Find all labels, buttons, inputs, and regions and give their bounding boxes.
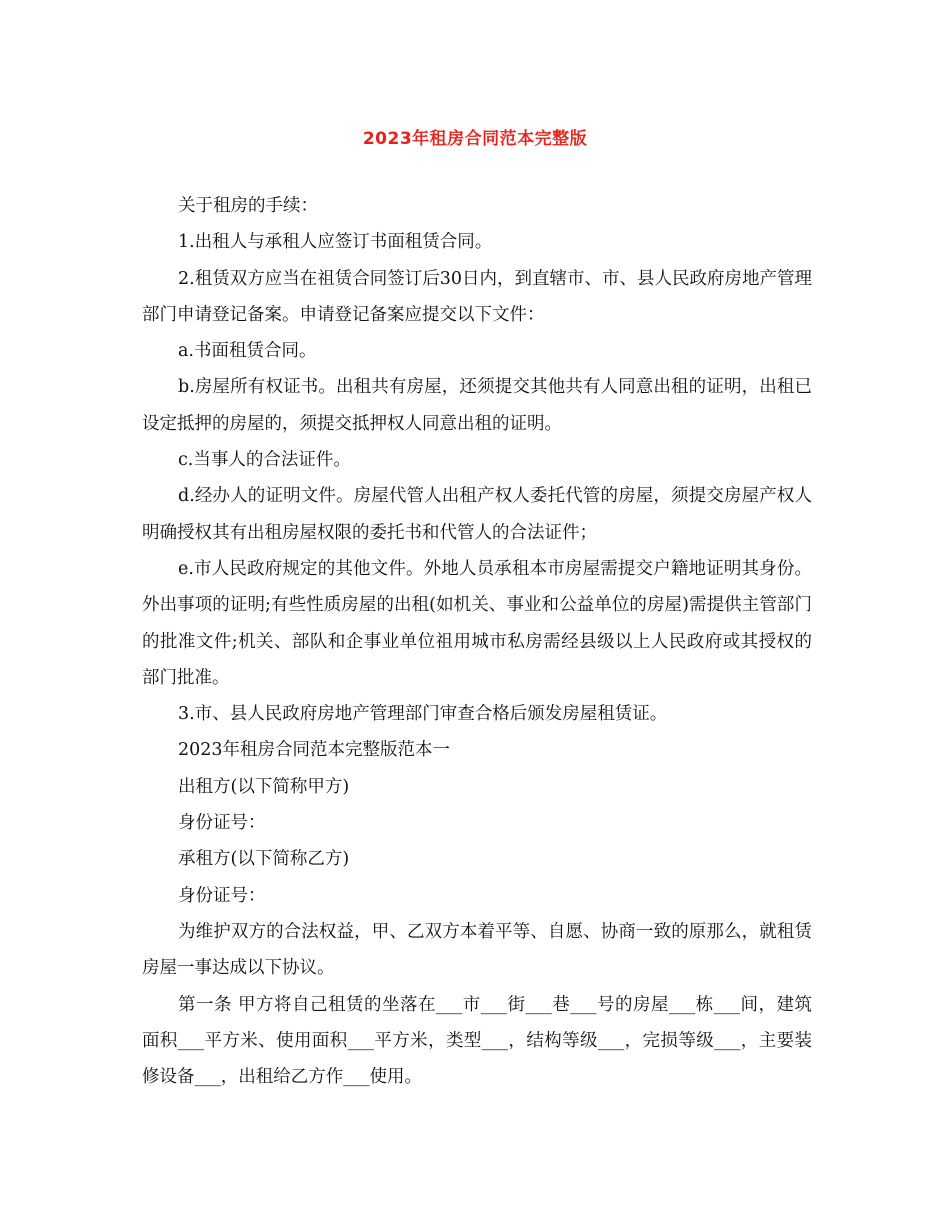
paragraph-item-b: b.房屋所有权证书。出租共有房屋，还须提交其他共有人同意出租的证明，出租已设定抵押的房屋的，须提交抵押权人同意出租的证明。: [142, 377, 812, 434]
agreement-preamble: 为维护双方的合法权益，甲、乙双方本着平等、自愿、协商一致的原那么，就租赁房屋一事达成以下协议。: [142, 921, 812, 979]
paragraph-item-a: a.书面租赁合同。: [178, 341, 317, 362]
paragraph-item-d: d.经办人的证明文件。房屋代管人出租产权人委托代管的房屋，须提交房屋产权人明确授权其有出租房屋权限的委托书和代管人的合法证件；: [142, 486, 812, 543]
document-title: 2023年租房合同范本完整版: [362, 129, 588, 149]
paragraph-item-c: c.当事人的合法证件。: [178, 450, 351, 471]
lessor-line: 出租方(以下简称甲方): [178, 776, 350, 797]
lessee-line: 承租方(以下简称乙方): [178, 849, 350, 870]
paragraph-item-3: 3.市、县人民政府房地产管理部门审查合格后颁发房屋租赁证。: [178, 704, 668, 725]
paragraph-item-e: e.市人民政府规定的其他文件。外地人员承租本市房屋需提交户籍地证明其身份。外出事项的证明;有些性质房屋的出租(如机关、事业和公益单位的房屋)需提供主管部门的批准文件;机关、部队和企事业单位祖用城市私房需经县级以上人民政府或其授权的部门批准。: [142, 558, 812, 688]
paragraph-item-1: 1.出租人与承租人应签订书面租赁合同。: [178, 232, 493, 253]
lessee-id-line: 身份证号：: [178, 885, 266, 906]
article-1: 第一条 甲方将自己租赁的坐落在___市___街___巷___号的房屋___栋___间，建筑面积___平方米、使用面积___平方米，类型___，结构等级___，完损等级___，主要装修设备___，出租给乙方作___使用。: [142, 994, 812, 1088]
template-heading: 2023年租房合同范本完整版范本一: [178, 740, 451, 761]
document-body: [142, 188, 812, 1095]
lessor-id-line: 身份证号：: [178, 813, 266, 834]
paragraph-item-2: 2.租赁双方应当在祖赁合同签订后30日内，到直辖市、市、县人民政府房地产管理部门申请登记备案。申请登记备案应提交以下文件：: [142, 268, 812, 325]
paragraph-procedures-heading: 关于租房的手续：: [178, 196, 318, 216]
